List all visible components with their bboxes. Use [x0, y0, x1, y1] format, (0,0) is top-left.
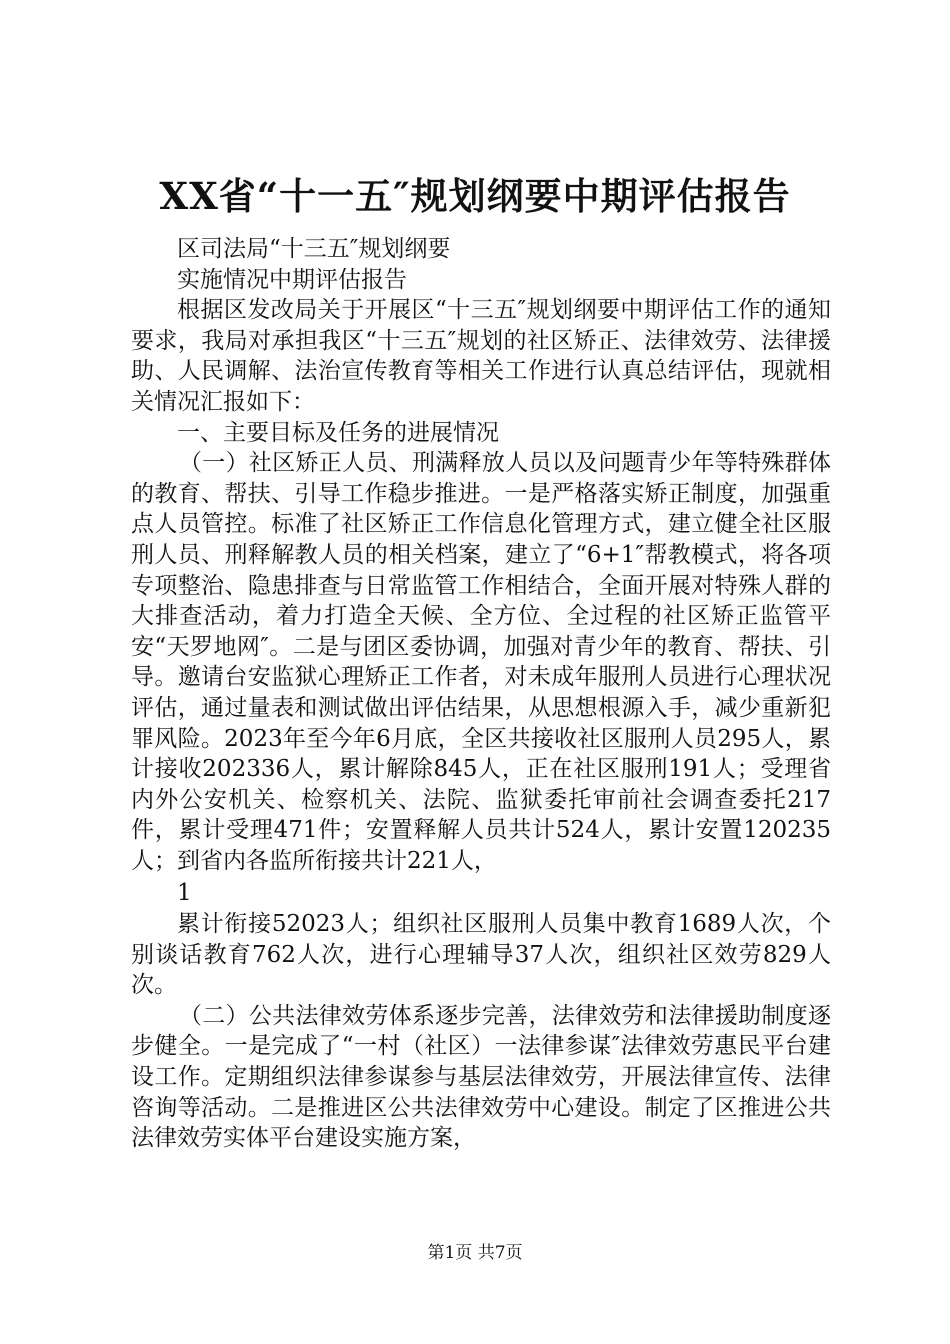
paragraph-section-1: （一）社区矫正人员、刑满释放人员以及问题青少年等特殊群体的教育、帮扶、引导工作稳步推进。一是严格落实矫正制度，加强重点人员管控。标准了社区矫正工作信息化管理方式，建立健全社区服刑人员、刑释解教人员的相关档案，建立了“6+1″帮教模式，将各项专项整治、隐患排查与日常监管工作相结合，全面开展对特殊人群的大排查活动，着力打造全天候、全方位、全过程的社区矫正监管平安“天罗地网″。二是与团区委协调，加强对青少年的教育、帮扶、引导。邀请台安监狱心理矫正工作者，对未成年服刑人员进行心理状况评估，通过量表和测试做出评估结果，从思想根源入手，减少重新犯罪风险。2023年至今年6月底，全区共接收社区服刑人员295人，累计接收202336人，累计解除845人，正在社区服刑191人；受理省内外公安机关、检察机关、法院、监狱委托审前社会调查委托217件，累计受理471件；安置释解人员共计524人，累计安置120235人；到省内各监所衔接共计221人， [131, 450, 831, 874]
subtitle-line-1: 区司法局“十三五″规划纲要 [177, 236, 451, 262]
document-body [131, 234, 831, 1154]
paragraph-continued: 累计衔接52023人；组织社区服刑人员集中教育1689人次，个别谈话教育762人次，进行心理辅导37人次，组织社区效劳829人次。 [131, 911, 831, 999]
paragraph-intro: 根据区发改局关于开展区“十三五″规划纲要中期评估工作的通知要求，我局对承担我区“十三五″规划的社区矫正、法律效劳、法律援助、人民调解、法治宣传教育等相关工作进行认真总结评估，现就相关情况汇报如下： [131, 297, 831, 415]
page-footer: 第1页 共7页 [427, 1243, 523, 1263]
page-title: XX省“十一五″规划纲要中期评估报告 [159, 174, 791, 218]
paragraph-section-2: （二）公共法律效劳体系逐步完善，法律效劳和法律援助制度逐步健全。一是完成了“一村（社区）一法律参谋″法律效劳惠民平台建设工作。定期组织法律参谋参与基层法律效劳，开展法律宣传、法律咨询等活动。二是推进区公共法律效劳中心建设。制定了区推进公共法律效劳实体平台建设实施方案， [131, 1002, 831, 1152]
inline-page-number: 1 [177, 880, 192, 907]
subtitle-line-2: 实施情况中期评估报告 [177, 266, 407, 293]
section-heading: 一、主要目标及任务的进展情况 [177, 419, 499, 446]
